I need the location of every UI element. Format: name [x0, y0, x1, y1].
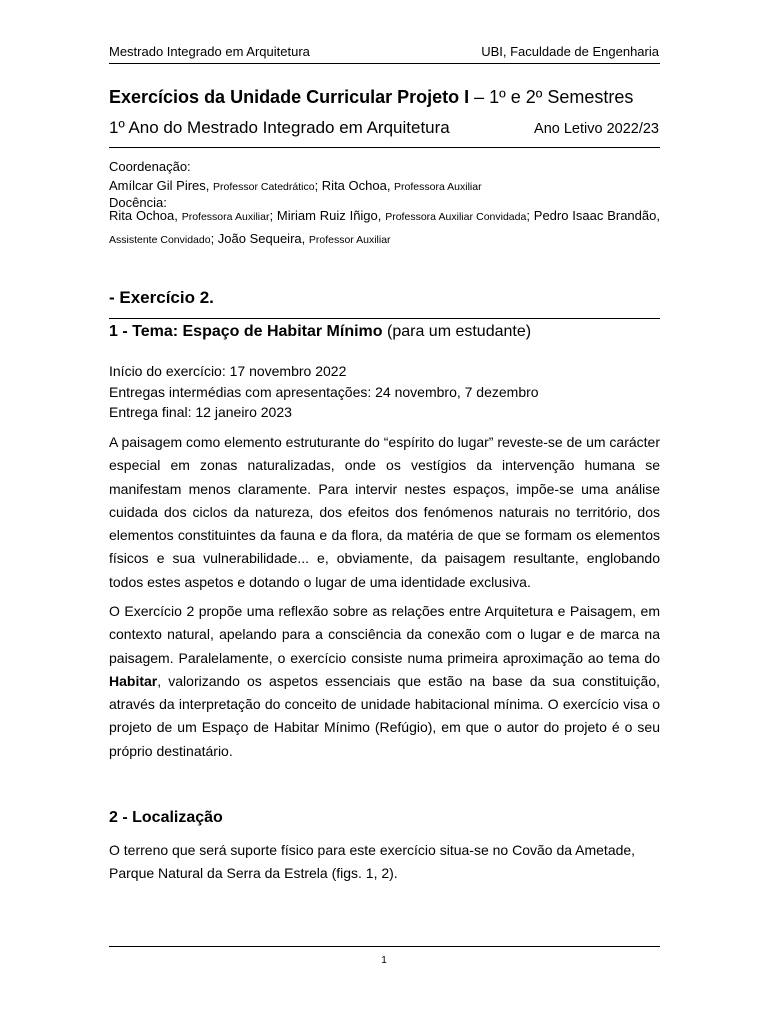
teaching-names	[109, 205, 660, 251]
section-1-heading-rest: (para um estudante)	[382, 323, 532, 340]
footer-rule	[109, 946, 660, 947]
paragraph-exercise-bold: Habitar	[109, 672, 158, 689]
paragraph-exercise-part2: , valorizando os aspetos essenciais que estão na base da sua constituição, através da interpretação do conceito de unidade habitacional mínima. O exercício visa o projeto de um Espaço de Habitar Mínimo (Refúgio), em que o autor do projeto é o seu próprio destinatário.	[109, 672, 660, 759]
teaching-label: Docência:	[109, 195, 167, 210]
coordinator-role: Professor Catedrático	[213, 181, 315, 193]
teacher-role: Professora Auxiliar Convidada	[385, 211, 527, 223]
teacher-name: ; João Sequeira,	[210, 231, 309, 246]
schedule-dates	[109, 361, 539, 423]
page-number: 1	[381, 955, 387, 966]
teacher-name: Rita Ochoa,	[109, 208, 182, 223]
section-2-heading: 2 - Localização	[109, 809, 223, 826]
coordinator-role: Professora Auxiliar	[394, 181, 482, 193]
exercise-heading: - Exercício 2.	[109, 288, 214, 307]
location-line: O terreno que será suporte físico para este exercício situa-se no Covão da Ametade,	[109, 842, 636, 858]
coordinator-name: ; Rita Ochoa,	[314, 178, 395, 193]
title-rule	[109, 147, 660, 148]
running-header-right: UBI, Faculdade de Engenharia	[481, 44, 659, 59]
teacher-role: Professora Auxiliar	[181, 211, 270, 223]
document-title-rest: – 1º e 2º Semestres	[469, 87, 634, 107]
teacher-name: ; Pedro Isaac Brandão,	[526, 208, 660, 223]
academic-year: Ano Letivo 2022/23	[534, 121, 659, 137]
document-subtitle: 1º Ano do Mestrado Integrado em Arquitetura	[109, 118, 450, 137]
section-1-heading	[109, 322, 531, 342]
start-date: Início do exercício: 17 novembro 2022	[109, 363, 347, 379]
intermediate-dates: Entregas intermédias com apresentações: 24 novembro, 7 dezembro	[109, 383, 539, 400]
final-date: Entrega final: 12 janeiro 2023	[109, 404, 292, 420]
paragraph-landscape: A paisagem como elemento estruturante do “espírito do lugar” reveste-se de um carácter especial em zonas naturalizadas, onde os vestígios da intervenção humana se manifestam menos claramente. Para intervir nestes espaços, impõe-se uma análise cuidada dos ciclos da natureza, dos efeitos dos fenómenos naturais no território, dos elementos constituintes da fauna e da flora, da matéria de que se formam os elementos físicos e sua vulnerabilidade... e, obviamente, da paisagem resultante, englobando todos estes aspetos e dotando o lugar de uma identidade exclusiva.	[109, 434, 660, 590]
teacher-role: Assistente Convidado	[109, 234, 211, 246]
document-title	[109, 86, 633, 108]
location-paragraph	[109, 839, 660, 886]
section-1-heading-bold: 1 - Tema: Espaço de Habitar Mínimo	[109, 323, 383, 340]
coordination-label: Coordenação:	[109, 159, 191, 174]
teacher-role: Professor Auxiliar	[308, 234, 391, 246]
header-rule	[109, 63, 660, 64]
paragraph-exercise	[109, 600, 660, 763]
paragraph-exercise-part1: O Exercício 2 propõe uma reflexão sobre as relações entre Arquitetura e Paisagem, em contexto natural, apelando para a consciência da conexão com o lugar e de marca na paisagem. Paralelamente, o exercício consiste numa primeira aproximação ao tema do	[109, 603, 660, 666]
location-line: Parque Natural da Serra da Estrela (figs. 1, 2).	[109, 865, 398, 882]
exercise-rule	[109, 318, 660, 319]
teacher-name: ; Miriam Ruiz Iñigo,	[269, 208, 386, 223]
running-header-left: Mestrado Integrado em Arquitetura	[109, 44, 310, 59]
coordinator-name: Amílcar Gil Pires,	[109, 178, 214, 193]
document-title-bold: Exercícios da Unidade Curricular Projeto I	[109, 87, 470, 107]
